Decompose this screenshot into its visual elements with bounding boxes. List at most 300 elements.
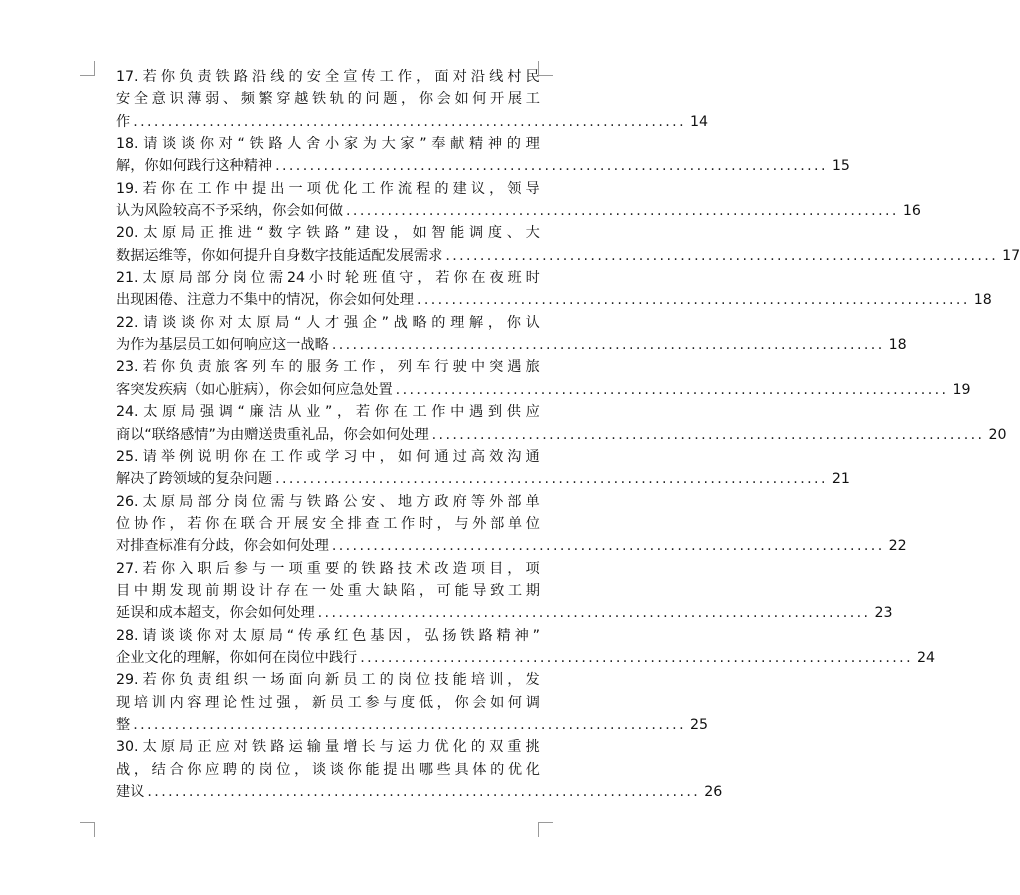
toc-entry[interactable] bbox=[116, 669, 709, 736]
toc-char: 对 bbox=[218, 314, 233, 331]
toc-char: 务 bbox=[324, 359, 340, 376]
toc-char: 路 bbox=[270, 739, 285, 756]
toc-char: 部 bbox=[196, 270, 211, 287]
toc-char: 设 bbox=[374, 225, 389, 242]
toc-entry-last-line bbox=[116, 111, 709, 133]
toc-char: 太 bbox=[143, 225, 158, 242]
toc-char: 与 bbox=[252, 560, 267, 577]
toc-char: 岗 bbox=[233, 493, 248, 510]
toc-char: ， bbox=[436, 515, 451, 532]
toc-char: 期 bbox=[151, 582, 166, 599]
toc-char: ， bbox=[507, 560, 522, 577]
toc-char: 25. bbox=[116, 448, 139, 465]
toc-char: 应 bbox=[205, 761, 220, 778]
toc-char: 内 bbox=[169, 694, 184, 711]
toc-char: 旅 bbox=[525, 359, 540, 376]
toc-char: 27. bbox=[116, 560, 139, 577]
toc-char: 参 bbox=[233, 560, 248, 577]
toc-entry-text: 延误和成本超支，你会如何处理 bbox=[116, 605, 315, 622]
toc-entry-text: 对排查标准有分歧，你会如何处理 bbox=[116, 538, 329, 555]
toc-char: 中 bbox=[233, 180, 248, 197]
margin-corner-mark bbox=[80, 61, 95, 76]
toc-char: 优 bbox=[434, 739, 449, 756]
toc-char: ， bbox=[487, 314, 503, 331]
toc-char: 正 bbox=[199, 225, 215, 242]
toc-char: 体 bbox=[472, 761, 487, 778]
toc-char: 奉 bbox=[431, 136, 446, 153]
toc-entry-last-line bbox=[116, 424, 1007, 446]
toc-char: 过 bbox=[258, 694, 273, 711]
toc-entry[interactable] bbox=[116, 356, 971, 401]
toc-char: 应 bbox=[215, 739, 230, 756]
toc-char: 业 bbox=[306, 404, 321, 421]
toc-char: 的 bbox=[288, 69, 303, 85]
toc-entry-text: 认为风险较高不予采纳，你会如何做 bbox=[116, 203, 344, 220]
toc-char: 数 bbox=[268, 225, 283, 242]
toc-char: 工 bbox=[525, 91, 540, 108]
dot-leader: ................................................................................ bbox=[133, 113, 686, 130]
toc-entry-text: 作 bbox=[116, 113, 131, 130]
toc-entry-line bbox=[116, 625, 540, 647]
toc-char: 18. bbox=[116, 136, 139, 153]
toc-char: 期 bbox=[222, 582, 238, 599]
toc-char: 安 bbox=[306, 69, 321, 85]
toc-char: 在 bbox=[393, 404, 408, 421]
toc-char: 或 bbox=[306, 448, 321, 465]
toc-char: 作 bbox=[397, 69, 413, 85]
toc-entry-text: 企业文化的理解，你如何在岗位中践行 bbox=[116, 649, 358, 666]
toc-entry[interactable] bbox=[116, 267, 992, 312]
dot-leader: ................................................................................ bbox=[360, 649, 913, 666]
toc-entry-line bbox=[116, 88, 540, 110]
toc-entry-line bbox=[116, 66, 540, 88]
toc-char: 培 bbox=[133, 694, 149, 711]
toc-char: 线 bbox=[270, 69, 285, 85]
toc-char: 处 bbox=[329, 582, 344, 599]
toc-char: 客 bbox=[233, 359, 248, 376]
toc-char: 路 bbox=[478, 627, 493, 644]
toc-char: 府 bbox=[452, 493, 467, 510]
toc-char: 对 bbox=[214, 627, 229, 644]
toc-entry-text: 出现困倦、注意力不集中的情况，你会如何处理 bbox=[116, 292, 414, 309]
toc-char: 路 bbox=[379, 560, 394, 577]
toc-char: 30. bbox=[116, 739, 139, 756]
toc-char: 技 bbox=[397, 560, 413, 577]
toc-char: 你 bbox=[374, 404, 389, 421]
toc-char: 工 bbox=[379, 69, 394, 85]
toc-char: 原 bbox=[160, 493, 176, 510]
toc-char: 原 bbox=[256, 314, 271, 331]
toc-char: 谈 bbox=[178, 627, 193, 644]
toc-char: 与 bbox=[454, 515, 469, 532]
toc-char: 容 bbox=[187, 694, 202, 711]
toc-entry[interactable] bbox=[116, 133, 850, 178]
toc-char: 企 bbox=[362, 314, 377, 331]
toc-char: 26. bbox=[116, 493, 139, 510]
toc-entry[interactable] bbox=[116, 66, 709, 133]
toc-char: 你 bbox=[199, 314, 215, 331]
toc-char: 责 bbox=[197, 672, 212, 689]
toc-char: ” bbox=[343, 225, 352, 242]
dot-leader: ................................................................................ bbox=[395, 381, 949, 398]
toc-entry-line bbox=[116, 491, 540, 513]
toc-char: 织 bbox=[233, 672, 248, 689]
toc-char: 目 bbox=[116, 582, 131, 599]
toc-char: 项 bbox=[525, 560, 540, 577]
toc-char: 如 bbox=[490, 694, 505, 711]
toc-entry-line bbox=[116, 178, 540, 200]
toc-char: 高 bbox=[470, 448, 486, 465]
toc-char: ， bbox=[417, 270, 432, 287]
toc-char: 要 bbox=[324, 560, 340, 577]
margin-corner-mark bbox=[538, 822, 553, 837]
toc-char: 中 bbox=[133, 582, 149, 599]
toc-page-number: 15 bbox=[831, 158, 850, 175]
toc-char: 对 bbox=[218, 136, 233, 153]
toc-page-number: 17 bbox=[1002, 247, 1020, 264]
toc-char: 大 bbox=[525, 225, 540, 242]
toc-char: 你 bbox=[454, 694, 469, 711]
toc-char: ， bbox=[169, 515, 184, 532]
toc-char: 改 bbox=[434, 560, 449, 577]
toc-char: 你 bbox=[347, 761, 362, 778]
toc-char: ， bbox=[379, 359, 394, 376]
toc-char: 技 bbox=[434, 672, 449, 689]
toc-entry[interactable] bbox=[116, 178, 921, 223]
toc-entry-last-line bbox=[116, 334, 907, 356]
toc-entry[interactable] bbox=[116, 401, 1007, 446]
toc-char: 在 bbox=[179, 180, 194, 197]
toc-char: 的 bbox=[490, 761, 505, 778]
toc-char: 性 bbox=[240, 694, 255, 711]
toc-char: 的 bbox=[347, 91, 362, 108]
toc-char: 作 bbox=[361, 359, 376, 376]
dot-leader: ................................................................................ bbox=[331, 337, 885, 354]
toc-page-number: 21 bbox=[831, 471, 850, 488]
toc-entry-line bbox=[116, 759, 540, 781]
toc-char: 议 bbox=[470, 180, 486, 197]
dot-leader: ................................................................................ bbox=[317, 605, 871, 622]
toc-char: 若 bbox=[435, 270, 450, 287]
toc-char: 路 bbox=[324, 493, 340, 510]
toc-page-number: 23 bbox=[874, 605, 893, 622]
toc-char: 查 bbox=[365, 515, 380, 532]
toc-page-number: 25 bbox=[690, 716, 709, 733]
toc-char: 部 bbox=[197, 493, 212, 510]
toc-char: 理 bbox=[525, 136, 540, 153]
toc-entry-line bbox=[116, 401, 540, 423]
toc-entry-last-line bbox=[116, 602, 893, 624]
toc-char: 项 bbox=[306, 180, 321, 197]
toc-char: 到 bbox=[487, 404, 503, 421]
toc-char: 何 bbox=[472, 91, 487, 108]
toc-char: 太 bbox=[142, 270, 157, 287]
toc-char: 精 bbox=[496, 627, 511, 644]
toc-char: 轮 bbox=[344, 270, 360, 287]
toc-char: 宣 bbox=[343, 69, 358, 85]
toc-char: 后 bbox=[215, 560, 230, 577]
toc-char: 岗 bbox=[258, 761, 273, 778]
toc-char: 局 bbox=[180, 225, 196, 242]
toc-char: 面 bbox=[288, 672, 303, 689]
toc-char: 认 bbox=[525, 314, 540, 331]
toc-char: 洁 bbox=[268, 404, 283, 421]
toc-entry-line bbox=[116, 736, 540, 758]
toc-entry-line bbox=[116, 580, 540, 602]
toc-char: 人 bbox=[287, 136, 302, 153]
toc-entry[interactable] bbox=[116, 312, 907, 357]
toc-entry-last-line bbox=[116, 647, 936, 669]
toc-char: 在 bbox=[294, 582, 309, 599]
toc-entry[interactable] bbox=[116, 736, 723, 803]
toc-char: 些 bbox=[436, 761, 451, 778]
toc-char: 旅 bbox=[215, 359, 230, 376]
toc-char: 你 bbox=[160, 672, 176, 689]
toc-char: 作 bbox=[401, 515, 416, 532]
toc-char: 时 bbox=[418, 515, 434, 532]
toc-entry-line bbox=[116, 312, 540, 334]
toc-char: 谈 bbox=[329, 761, 344, 778]
toc-entry[interactable] bbox=[116, 491, 907, 558]
toc-char: 领 bbox=[507, 180, 522, 197]
toc-char: 需 bbox=[270, 493, 285, 510]
toc-char: 聘 bbox=[222, 761, 238, 778]
toc-entry[interactable] bbox=[116, 558, 893, 625]
toc-char: 、 bbox=[379, 493, 394, 510]
toc-char: 路 bbox=[268, 136, 283, 153]
toc-char: 家 bbox=[343, 136, 359, 153]
toc-char: 量 bbox=[324, 739, 340, 756]
toc-char: 基 bbox=[370, 627, 385, 644]
toc-char: 负 bbox=[179, 359, 194, 376]
toc-entry-last-line bbox=[116, 155, 850, 177]
toc-char: 路 bbox=[233, 69, 248, 85]
dot-leader: ................................................................................ bbox=[275, 471, 828, 488]
toc-char: 培 bbox=[470, 672, 486, 689]
toc-char: 供 bbox=[506, 404, 521, 421]
toc-char: 能 bbox=[452, 672, 467, 689]
toc-char: 题 bbox=[383, 91, 398, 108]
toc-char: 请 bbox=[143, 136, 158, 153]
toc-char: 沿 bbox=[470, 69, 486, 85]
toc-entry-last-line bbox=[116, 781, 723, 803]
toc-char: 发 bbox=[169, 582, 184, 599]
toc-char: “ bbox=[256, 225, 264, 242]
toc-char: 智 bbox=[431, 225, 446, 242]
toc-char: 理 bbox=[205, 694, 220, 711]
toc-char: 因 bbox=[388, 627, 403, 644]
toc-char: 对 bbox=[233, 739, 248, 756]
toc-char: 双 bbox=[489, 739, 504, 756]
toc-char: 力 bbox=[416, 739, 431, 756]
toc-char: 合 bbox=[169, 761, 184, 778]
toc-char: 项 bbox=[470, 560, 486, 577]
toc-char: 时 bbox=[326, 270, 342, 287]
toc-char: 为 bbox=[362, 136, 377, 153]
margin-corner-mark bbox=[80, 822, 95, 837]
toc-char: 安 bbox=[361, 493, 376, 510]
toc-page-number: 19 bbox=[952, 381, 971, 398]
toc-char: 你 bbox=[205, 515, 220, 532]
toc-char: 重 bbox=[507, 739, 522, 756]
toc-char: 组 bbox=[215, 672, 230, 689]
toc-char: ， bbox=[418, 582, 434, 599]
toc-char: 存 bbox=[276, 582, 291, 599]
toc-char: 若 bbox=[142, 560, 157, 577]
toc-char: 缺 bbox=[383, 582, 398, 599]
toc-char: 岗 bbox=[232, 270, 247, 287]
toc-char: 的 bbox=[240, 761, 255, 778]
toc-char: ， bbox=[294, 694, 309, 711]
toc-char: 行 bbox=[434, 359, 449, 376]
toc-char: 解 bbox=[469, 314, 484, 331]
toc-char: 村 bbox=[507, 69, 522, 85]
toc-char: 太 bbox=[142, 739, 157, 756]
toc-char: 强 bbox=[276, 694, 291, 711]
toc-char: 提 bbox=[383, 761, 398, 778]
toc-char: 战 bbox=[393, 314, 408, 331]
toc-char: 太 bbox=[232, 627, 247, 644]
toc-char: 调 bbox=[469, 225, 484, 242]
toc-char: 强 bbox=[343, 314, 359, 331]
toc-char: 若 bbox=[355, 404, 371, 421]
toc-char: 作 bbox=[431, 404, 446, 421]
toc-page-number: 24 bbox=[917, 649, 936, 666]
toc-char: 正 bbox=[197, 739, 212, 756]
dot-leader: ................................................................................ bbox=[331, 538, 885, 555]
toc-char: 服 bbox=[306, 359, 321, 376]
toc-char: 度 bbox=[401, 694, 416, 711]
toc-char: 工 bbox=[383, 515, 398, 532]
toc-char: ， bbox=[294, 761, 309, 778]
toc-char: 舍 bbox=[306, 136, 321, 153]
toc-char: 提 bbox=[252, 180, 267, 197]
toc-char: 驶 bbox=[452, 359, 467, 376]
toc-char: 列 bbox=[397, 359, 413, 376]
toc-char: 太 bbox=[237, 314, 252, 331]
toc-char: 全 bbox=[133, 91, 149, 108]
toc-char: 位 bbox=[416, 672, 431, 689]
toc-char: ， bbox=[406, 627, 421, 644]
toc-char: 铁 bbox=[311, 91, 327, 108]
toc-entry-text: 客突发疾病（如心脏病），你会如何应急处置 bbox=[116, 381, 393, 398]
toc-entry-last-line bbox=[116, 468, 850, 490]
toc-char: 沿 bbox=[252, 69, 267, 85]
margin-corner-mark bbox=[538, 61, 553, 76]
toc-char: 期 bbox=[525, 582, 540, 599]
toc-char: 与 bbox=[288, 493, 303, 510]
toc-char: 弘 bbox=[424, 627, 439, 644]
toc-char: 请 bbox=[142, 627, 157, 644]
toc-char: 如 bbox=[397, 448, 413, 465]
toc-char: 战 bbox=[116, 761, 131, 778]
toc-char: 责 bbox=[197, 69, 212, 85]
toc-char: 优 bbox=[507, 761, 523, 778]
toc-char: 原 bbox=[162, 404, 177, 421]
toc-char: 重 bbox=[347, 582, 362, 599]
toc-char: 何 bbox=[507, 694, 523, 711]
toc-entry[interactable] bbox=[116, 222, 1020, 267]
toc-char: 突 bbox=[489, 359, 504, 376]
toc-char: 才 bbox=[324, 314, 340, 331]
toc-char: 能 bbox=[365, 761, 380, 778]
toc-char: 挑 bbox=[525, 739, 540, 756]
toc-page-number: 22 bbox=[888, 538, 907, 555]
toc-char: ， bbox=[489, 180, 504, 197]
toc-char: 一 bbox=[270, 560, 285, 577]
toc-char: 展 bbox=[294, 515, 309, 532]
toc-char: 中 bbox=[450, 404, 465, 421]
toc-char: 局 bbox=[179, 493, 194, 510]
toc-page-number: 18 bbox=[973, 292, 992, 309]
toc-char: 工 bbox=[347, 694, 362, 711]
toc-char: 23. bbox=[116, 359, 139, 376]
toc-char: 28. bbox=[116, 627, 139, 644]
toc-char: 结 bbox=[151, 761, 166, 778]
toc-char: 班 bbox=[363, 270, 378, 287]
toc-char: 铁 bbox=[460, 627, 475, 644]
toc-entry[interactable] bbox=[116, 625, 936, 670]
toc-char: 你 bbox=[506, 314, 521, 331]
toc-char: 传 bbox=[298, 627, 313, 644]
toc-char: 排 bbox=[347, 515, 362, 532]
toc-char: 频 bbox=[240, 91, 255, 108]
toc-char: 造 bbox=[452, 560, 467, 577]
toc-char: 展 bbox=[507, 91, 523, 108]
toc-char: 会 bbox=[436, 91, 451, 108]
toc-char: 全 bbox=[329, 515, 344, 532]
toc-char: 开 bbox=[490, 91, 505, 108]
toc-char: 前 bbox=[205, 582, 220, 599]
dot-leader: ................................................................................ bbox=[431, 426, 985, 443]
toc-char: 员 bbox=[343, 672, 358, 689]
toc-char: 原 bbox=[250, 627, 265, 644]
toc-char: 的 bbox=[379, 672, 394, 689]
toc-char: 安 bbox=[311, 515, 327, 532]
toc-char: 场 bbox=[270, 672, 285, 689]
toc-char: 例 bbox=[179, 448, 194, 465]
toc-char: 陷 bbox=[401, 582, 416, 599]
toc-char: 一 bbox=[252, 672, 267, 689]
toc-char: 分 bbox=[215, 493, 230, 510]
toc-char: 致 bbox=[490, 582, 505, 599]
toc-char: 方 bbox=[416, 493, 431, 510]
toc-char: 学 bbox=[324, 448, 340, 465]
toc-char: 扬 bbox=[442, 627, 457, 644]
toc-char: 明 bbox=[215, 448, 230, 465]
toc-char: 你 bbox=[160, 560, 176, 577]
toc-char: 可 bbox=[436, 582, 451, 599]
toc-char: 小 bbox=[308, 270, 324, 287]
toc-entry-last-line bbox=[116, 245, 1020, 267]
toc-entry-last-line bbox=[116, 535, 907, 557]
toc-char: 铁 bbox=[361, 560, 376, 577]
toc-char: 新 bbox=[324, 672, 340, 689]
toc-char: 线 bbox=[489, 69, 504, 85]
toc-char: 穿 bbox=[276, 91, 291, 108]
toc-char: 请 bbox=[143, 314, 158, 331]
toc-char: 的 bbox=[288, 359, 303, 376]
dot-leader: ................................................................................ bbox=[147, 784, 701, 800]
toc-entry[interactable] bbox=[116, 446, 850, 491]
toc-char: 若 bbox=[142, 359, 157, 376]
toc-char: 通 bbox=[525, 448, 540, 465]
toc-char: 谈 bbox=[180, 314, 196, 331]
toc-char: 术 bbox=[416, 560, 431, 577]
toc-char: 局 bbox=[268, 627, 283, 644]
toc-char: 开 bbox=[276, 515, 291, 532]
toc-char: 过 bbox=[452, 448, 467, 465]
